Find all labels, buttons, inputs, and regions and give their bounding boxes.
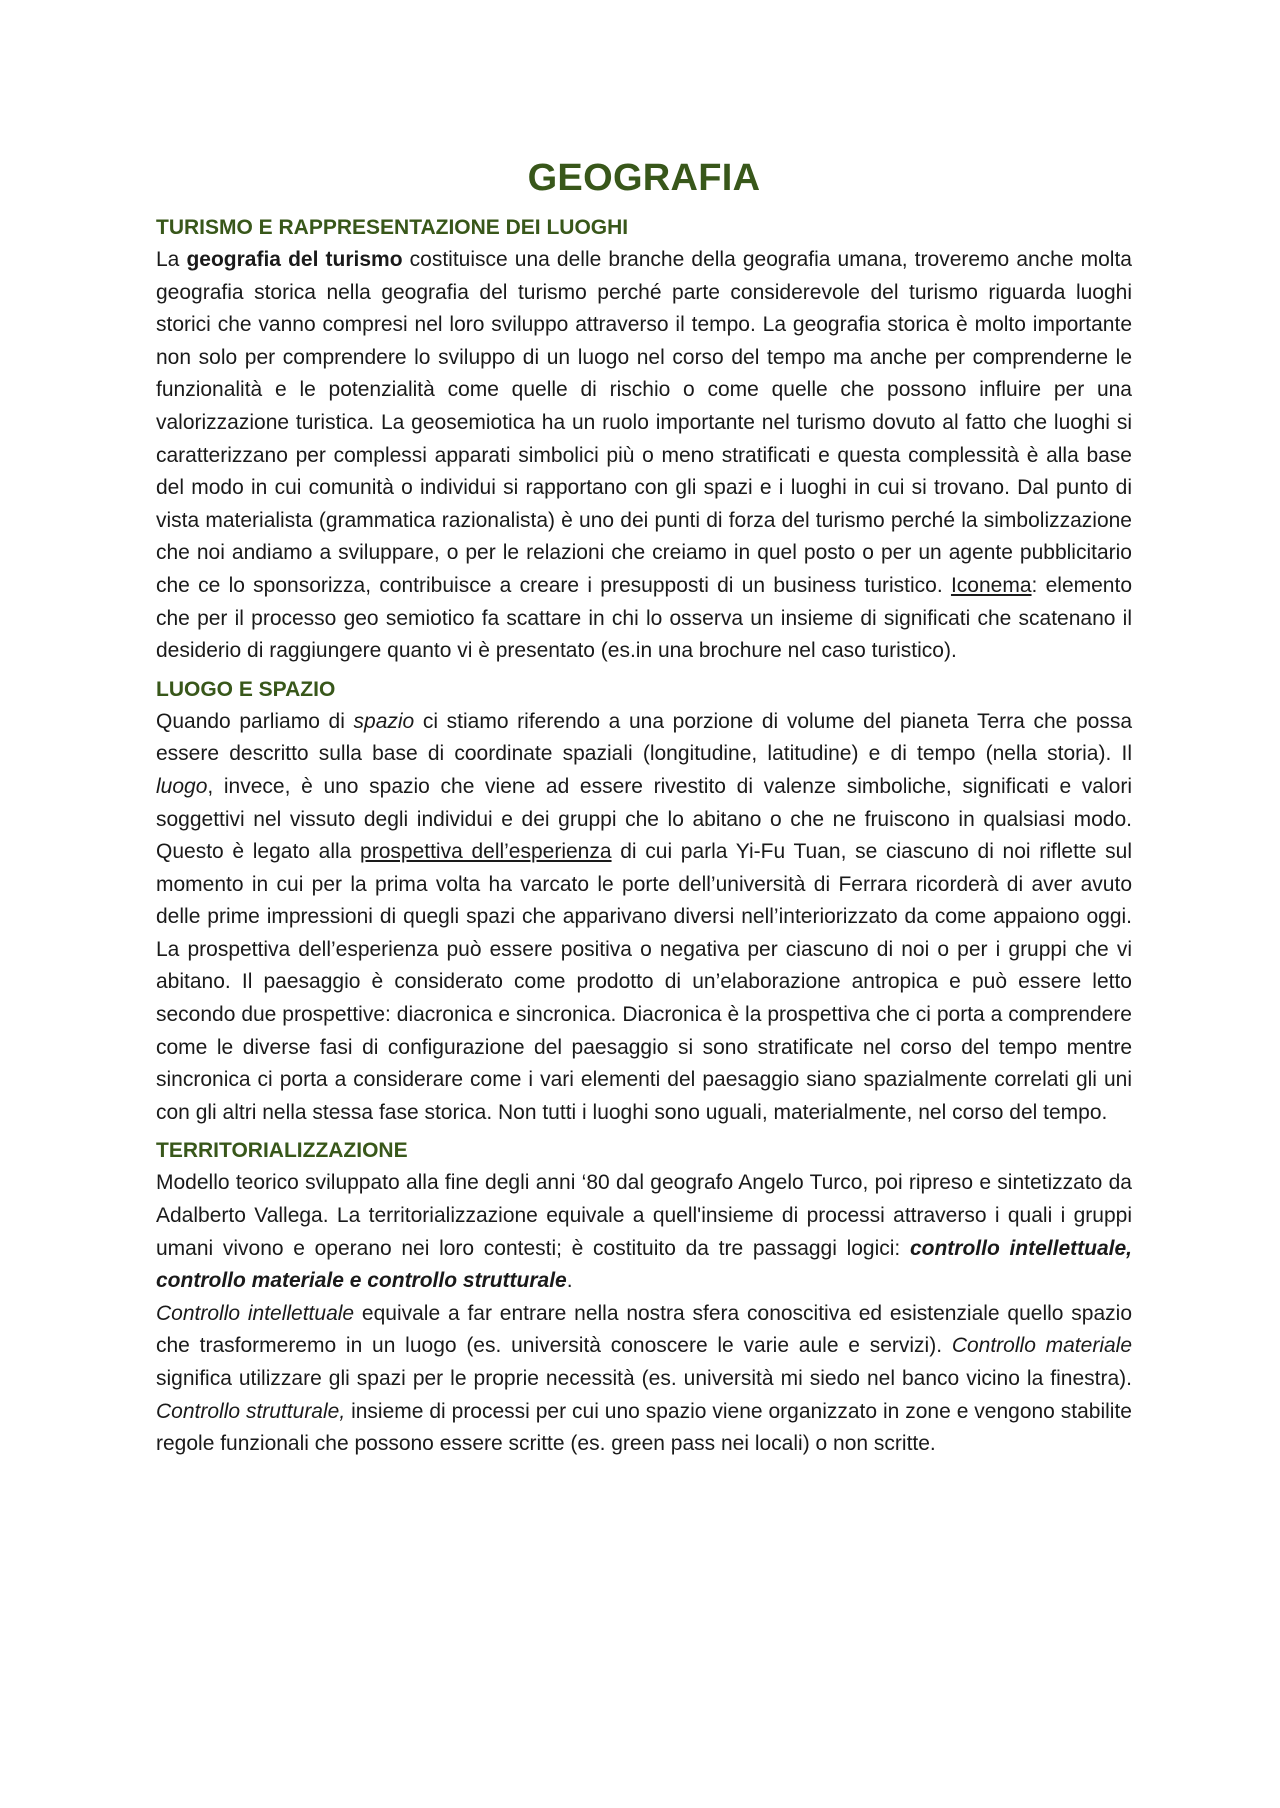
underlined-term: Iconema (950, 573, 1032, 597)
text-run: costituisce una delle branche della geografia umana, troveremo anche molta geografia storica nella geografia del turismo perché parte considerevole del turismo riguarda luoghi storici che vanno compresi nel loro sviluppo attraverso il tempo. La geografia storica è molto importante non solo per comprendere lo sviluppo di un luogo nel corso del tempo ma anche per comprenderne le funzionalità e le potenzialità come quelle di rischio o come quelle che possono influire per una valorizzazione turistica. La geosemiotica ha un ruolo importante nel turismo dovuto al fatto che luoghi si caratterizzano per complessi apparati simbolici più o meno stratificati e questa complessità è alla base del modo in cui comunità o individui si rapportano con gli spazi e i luoghi in cui si trovano. Dal punto di vista materialista (grammatica razionalista) è uno dei punti di forza del turismo perché la simbolizzazione che noi andiamo a sviluppare, o per le relazioni che creiamo in quel posto o per un agente pubblicitario che ce lo sponsorizza, contribuisce a creare i presupposti di un business turistico. (156, 248, 1132, 597)
paragraph (156, 706, 1132, 1130)
section-heading: TERRITORIALIZZAZIONE (156, 1139, 408, 1163)
text-run: Quando parliamo di (156, 709, 354, 733)
section-heading: TURISMO E RAPPRESENTAZIONE DEI LUOGHI (156, 216, 629, 239)
text-run: significa utilizzare gli spazi per le proprie necessità (es. università mi siedo nel banco vicino la finestra). (156, 1367, 1132, 1390)
text-run: : elemento che per il processo geo semiotico fa scattare in chi lo osserva un insieme di significati che scatenano il desiderio di raggiungere quanto vi è presentato (es.in una brochure nel caso turistico). (156, 573, 1133, 663)
text-run: ci stiamo riferendo a una porzione di volume del pianeta Terra che possa essere descritto sulla base di coordinate spaziali (longitudine, latitudine) e di tempo (nella storia). Il (156, 709, 1132, 766)
paragraph (156, 1167, 1132, 1297)
text-run: . (566, 1269, 573, 1293)
section-territorializzazione (156, 1135, 1132, 1460)
paragraph (156, 1298, 1132, 1461)
text-run: di cui parla Yi-Fu Tuan, se ciascuno di noi riflette sul momento in cui per la prima volta ha varcato le porte dell’università di Ferrara ricorderà di aver avuto delle prime impressioni di quegli spazi che apparivano diversi nell’interiorizzato da come appaiono oggi. La prospettiva dell’esperienza può essere positiva o negativa per ciascuno di noi o per i gruppi che vi abitano. Il paesaggio è considerato come prodotto di un’elaborazione antropica e può essere letto secondo due prospettive: diacronica e sincronica. Diacronica è la prospettiva che ci porta a comprendere come le diverse fasi di configurazione del paesaggio si sono stratificate nel corso del tempo mentre sincronica ci porta a considerare come i vari elementi del paesaggio siano spazialmente correlati gli uni con gli altri nella stessa fase storica. Non tutti i luoghi sono uguali, materialmente, nel corso del tempo. (156, 840, 1132, 1124)
italic-term: luogo (156, 774, 208, 798)
section-heading: LUOGO E SPAZIO (156, 677, 336, 701)
paragraph (156, 244, 1132, 668)
bold-italic-inner: controllo intellettuale, controllo materiale e controllo strutturale (156, 1236, 1132, 1293)
text-run: La (156, 248, 187, 271)
section-luogo-spazio (156, 674, 1132, 1130)
text-run: insieme di processi per cui uno spazio viene organizzato in zone e vengono stabilite regole funzionali che possono essere scritte (es. green pass nei locali) o non scritte. (156, 1399, 1132, 1456)
section-turismo (156, 212, 1132, 668)
document-page (156, 150, 1132, 1467)
bold-text: geografia del turismo (186, 248, 403, 271)
underlined-term: prospettiva dell’esperienza (360, 840, 612, 864)
italic-term: Controllo strutturale, (156, 1399, 346, 1423)
italic-term: Controllo intellettuale (156, 1301, 355, 1325)
text-run: , invece, è uno spazio che viene ad essere rivestito di valenze simboliche, significati e valori soggettivi nel vissuto degli individui e dei gruppi che lo abitano o che ne fruiscono in qualsiasi modo. Questo è legato alla (156, 774, 1132, 864)
text-run: Modello teorico sviluppato alla fine degli anni ‘80 dal geografo Angelo Turco, poi ripreso e sintetizzato da Adalberto Vallega. La territorializzazione equivale a quell'insieme di processi attraverso i quali i gruppi umani vivono e operano nei loro contesti; è costituito da tre passaggi logici: (156, 1171, 1132, 1260)
text-run: equivale a far entrare nella nostra sfera conoscitiva ed esistenziale quello spazio che trasformeremo in un luogo (es. università conoscere le varie aule e servizi). (156, 1301, 1132, 1358)
italic-term: spazio (353, 709, 415, 733)
page-title: GEOGRAFIA (527, 157, 761, 199)
italic-term: Controllo materiale (951, 1334, 1133, 1358)
